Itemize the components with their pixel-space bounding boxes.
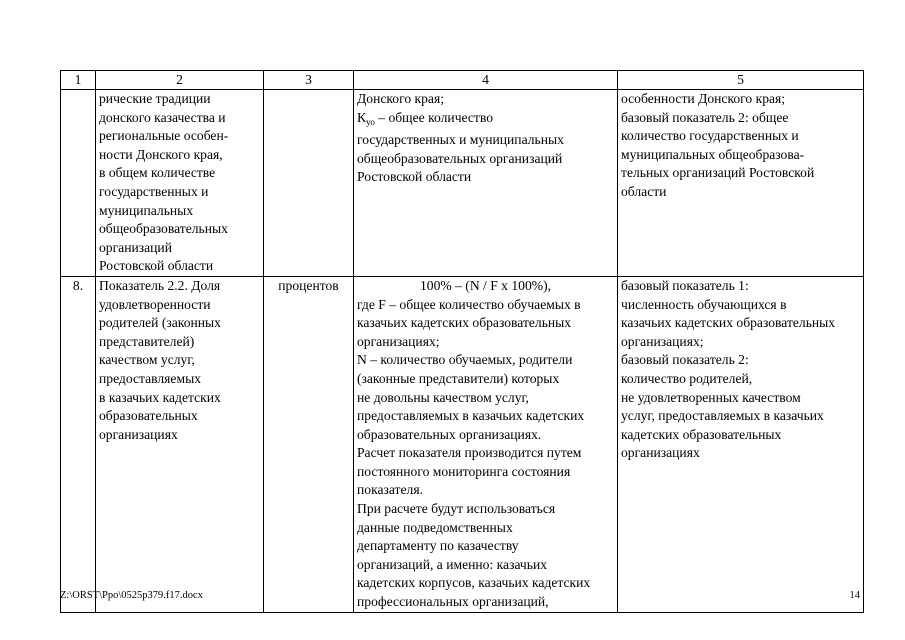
text-line: муниципальных общеобразова- bbox=[621, 146, 805, 162]
text-line: рические традиции bbox=[99, 91, 211, 106]
text-line: (законные представители) которых bbox=[357, 370, 560, 386]
text-line: кадетских корпусов, казачьих кадетских bbox=[357, 575, 591, 591]
text-line: профессиональных организаций, bbox=[357, 594, 549, 610]
text-line: организаций, а именно: казачьих bbox=[357, 556, 548, 572]
cell-unit: процентов bbox=[264, 276, 354, 612]
text-line: качеством услуг, bbox=[99, 352, 195, 368]
text-line: организациях; bbox=[357, 333, 440, 349]
text-line: муниципальных bbox=[99, 202, 194, 218]
text-line: базовый показатель 2: общее bbox=[621, 109, 789, 125]
cell-unit bbox=[264, 90, 354, 277]
text-line: казачьих кадетских образовательных bbox=[357, 315, 572, 331]
text-line: донского казачества и bbox=[99, 109, 226, 125]
cell-number: 8. bbox=[61, 276, 96, 612]
text-line: особенности Донского края; bbox=[621, 91, 786, 106]
text-line: Расчет показателя производится путем bbox=[357, 445, 582, 461]
formula-line: 100% – (N / F x 100%), bbox=[419, 277, 552, 293]
text-line: в общем количестве bbox=[99, 165, 216, 181]
text-line: услуг, предоставляемых в казачьих bbox=[621, 408, 824, 424]
text-line: постоянного мониторинга состояния bbox=[357, 463, 571, 479]
text-line: организациях bbox=[99, 426, 178, 442]
text-line: родителей (законных bbox=[99, 315, 221, 331]
text-line: не удовлетворенных качеством bbox=[621, 389, 801, 405]
text-line: кадетских образовательных bbox=[621, 426, 782, 442]
text-line: Ростовской области bbox=[99, 258, 214, 274]
text-line: количество государственных и bbox=[621, 128, 799, 144]
formula-variable-line bbox=[357, 109, 614, 132]
text-line: Показатель 2.2. Доля bbox=[99, 277, 221, 293]
text-line: N – количество обучаемых, родители bbox=[357, 352, 573, 368]
table-row-8 bbox=[61, 276, 864, 612]
text-line: тельных организаций Ростовской bbox=[621, 165, 815, 181]
indicator-table bbox=[60, 70, 864, 613]
text-line: общеобразовательных bbox=[99, 221, 228, 237]
text-line: региональные особен- bbox=[99, 128, 229, 144]
text-line: казачьих кадетских образовательных bbox=[621, 315, 836, 331]
cell-method bbox=[354, 90, 618, 277]
footer-page-number: 14 bbox=[849, 590, 860, 601]
text-line: показателя. bbox=[357, 482, 423, 498]
text-line: ности Донского края, bbox=[99, 146, 223, 162]
cell-base-indicators bbox=[618, 276, 864, 612]
cell-indicator-name bbox=[96, 90, 264, 277]
header-row bbox=[61, 71, 864, 90]
text-line: не довольны качеством услуг, bbox=[357, 389, 529, 405]
footer-file-path: Z:\ORST\Ppo\0525p379.f17.docx bbox=[60, 590, 203, 601]
text-line: организациях bbox=[621, 445, 700, 461]
cell-indicator-name bbox=[96, 276, 264, 612]
text-line: государственных и муниципальных bbox=[357, 132, 564, 148]
text-line: количество родителей, bbox=[621, 370, 753, 386]
header-col-4: 4 bbox=[354, 71, 618, 90]
text-line: государственных и bbox=[99, 183, 209, 199]
header-col-1: 1 bbox=[61, 71, 96, 90]
text-line: предоставляемых в казачьих кадетских bbox=[357, 408, 585, 424]
text-line: организаций bbox=[99, 239, 172, 255]
text-line: общеобразовательных организаций bbox=[357, 150, 563, 166]
text-line: базовый показатель 2: bbox=[621, 352, 749, 368]
header-col-3: 3 bbox=[264, 71, 354, 90]
text-line: где F – общее количество обучаемых в bbox=[357, 296, 581, 312]
text-line: департаменту по казачеству bbox=[357, 538, 519, 554]
text-line: предоставляемых bbox=[99, 370, 201, 386]
text-line: организациях; bbox=[621, 333, 704, 349]
variable-k: К bbox=[357, 109, 367, 125]
text-line: представителей) bbox=[99, 333, 195, 349]
table-row-continuation bbox=[61, 90, 864, 277]
cell-number bbox=[61, 90, 96, 277]
cell-base-indicators bbox=[618, 90, 864, 277]
text-line: области bbox=[621, 183, 667, 199]
variable-k-definition: – общее количество bbox=[374, 109, 493, 125]
text-line: удовлетворенности bbox=[99, 296, 211, 312]
header-col-2: 2 bbox=[96, 71, 264, 90]
text-line: образовательных bbox=[99, 408, 198, 424]
text-line: образовательных организациях. bbox=[357, 426, 542, 442]
text-line: численность обучающихся в bbox=[621, 296, 787, 312]
cell-method bbox=[354, 276, 618, 612]
text-line: Ростовской области bbox=[357, 169, 472, 185]
header-col-5: 5 bbox=[618, 71, 864, 90]
text-line: Донского края; bbox=[357, 91, 444, 106]
text-line: базовый показатель 1: bbox=[621, 277, 749, 293]
variable-k-subscript: уо bbox=[366, 116, 375, 127]
text-line: При расчете будут использоваться bbox=[357, 501, 556, 517]
text-line: в казачьих кадетских bbox=[99, 389, 221, 405]
text-line: данные подведомственных bbox=[357, 519, 513, 535]
